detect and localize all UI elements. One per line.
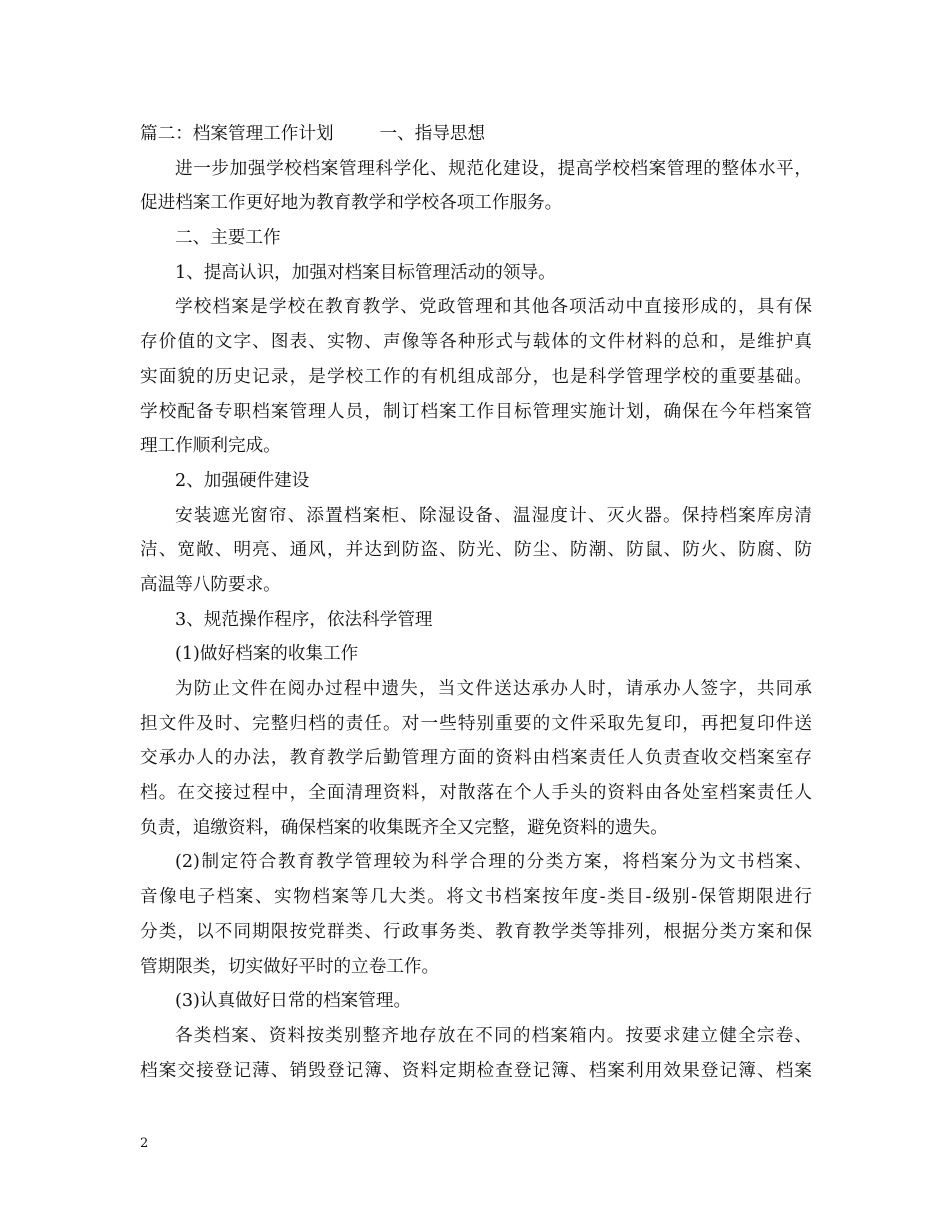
section-heading [140, 117, 812, 152]
text-line: 高温等八防要求。 [140, 574, 281, 595]
text-line: 洁、宽敞、明亮、通风，并达到防盗、防光、防尘、防潮、防鼠、防火、防腐、防 [140, 540, 812, 561]
text-line: (1)做好档案的收集工作 [175, 644, 359, 665]
text-line: 学校档案是学校在教育教学、党政管理和其他各项活动中直接形成的，具有保 [175, 297, 812, 318]
text-line: 二、主要工作 [175, 228, 281, 249]
text-line: 管期限类，切实做好平时的立卷工作。 [140, 956, 440, 977]
paragraph-lines [140, 152, 812, 1089]
text-line: 实面貌的历史记录，是学校工作的有机组成部分，也是科学管理学校的重要基础。 [140, 366, 812, 387]
text-line: 进一步加强学校档案管理科学化、规范化建设，提高学校档案管理的整体水平， [175, 158, 812, 179]
text-line: 存价值的文字、图表、实物、声像等各种形式与载体的文件材料的总和，是维护真 [140, 332, 812, 353]
text-line: 档案交接登记薄、销毁登记簿、资料定期检查登记簿、档案利用效果登记簿、档案 [140, 1060, 812, 1081]
text-line: 为防止文件在阅办过程中遗失，当文件送达承办人时，请承办人签字，共同承 [175, 679, 812, 699]
text-line: 担文件及时、完整归档的责任。对一些特别重要的文件采取先复印，再把复印件送 [140, 713, 812, 734]
text-line: 档。在交接过程中，全面清理资料，对散落在个人手头的资料由各处室档案责任人 [140, 783, 812, 804]
text-line: 交承办人的办法，教育教学后勤管理方面的资料由档案责任人负责查收交档案室存 [140, 748, 812, 769]
text-line: (3)认真做好日常的档案管理。 [175, 991, 412, 1012]
text-line: 分类，以不同期限按党群类、行政事务类、教育教学类等排列，根据分类方案和保 [140, 921, 812, 942]
text-line: 安装遮光窗帘、添置档案柜、除湿设备、温湿度计、灭火器。保持档案库房清 [175, 505, 812, 526]
text-line: 理工作顺利完成。 [140, 436, 281, 457]
text-line: (2)制定符合教育教学管理较为科学合理的分类方案，将档案分为文书档案、 [175, 852, 812, 873]
text-line: 学校配备专职档案管理人员，制订档案工作目标管理实施计划，确保在今年档案管 [140, 401, 812, 422]
text-line: 促进档案工作更好地为教育教学和学校各项工作服务。 [140, 193, 563, 214]
text-line: 1、提高认识，加强对档案目标管理活动的领导。 [175, 262, 556, 283]
text-line: 音像电子档案、实物档案等几大类。将文书档案按年度-类目-级别-保管期限进行 [140, 887, 812, 908]
text-line: 3、规范操作程序，依法科学管理 [175, 609, 433, 630]
document-body [140, 117, 812, 1088]
text-line: 负责，追缴资料，确保档案的收集既齐全又完整，避免资料的遗失。 [140, 817, 668, 838]
section-title: 篇二：档案管理工作计划 [140, 124, 334, 144]
text-line: 各类档案、资料按类别整齐地存放在不同的档案箱内。按要求建立健全宗卷、 [175, 1025, 812, 1046]
page-number: 2 [140, 1136, 149, 1151]
text-line: 2、加强硬件建设 [175, 470, 310, 491]
subsection-title: 一、指导思想 [379, 124, 486, 144]
